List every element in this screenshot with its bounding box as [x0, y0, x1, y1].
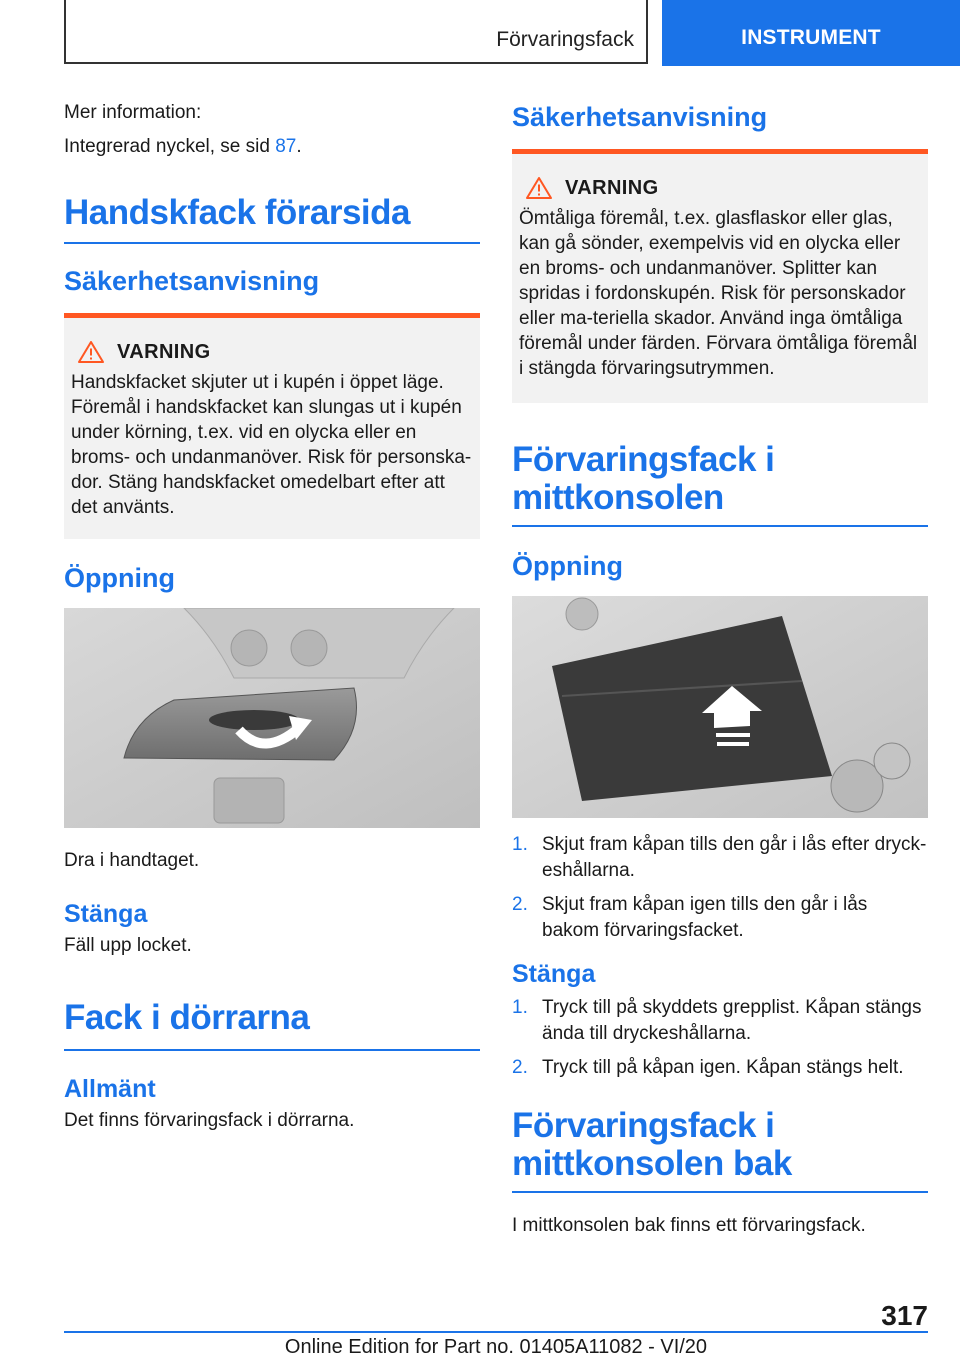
- key-reference: [64, 134, 480, 160]
- heading-rule: [512, 525, 928, 527]
- opening-heading: Öppning: [64, 563, 175, 593]
- safety-heading: Säkerhetsanvisning: [64, 266, 320, 296]
- console-photo: [512, 596, 928, 818]
- warning-text: Ömtåliga föremål, t.ex. glasflaskor eller glas, kan gå sönder, exempelvis vid en olycka eller en broms- och undanmanöver. Splitter kan spridas i fordonskupén. Risk för personskador eller ma-teriella skador. Använd inga ömtåliga föremål under färden. Förvara ömtåliga föremål i stängda förvaringsutrymmen.: [519, 208, 918, 379]
- list-item: [512, 832, 928, 884]
- heading-rule: [64, 242, 480, 244]
- general-text: Det finns förvaringsfack i dörrarna.: [64, 1110, 355, 1131]
- step-text: Tryck till på kåpan igen. Kåpan stängs helt.: [542, 1057, 904, 1078]
- right-column: [512, 100, 928, 1239]
- step-text: Tryck till på skyddets grepplist. Kåpan stängs ända till dryckeshållarna.: [542, 997, 922, 1044]
- step-text: Skjut fram kåpan igen tills den går i lås bakom förvaringsfacket.: [542, 894, 868, 941]
- more-info-label: Mer information:: [64, 102, 202, 123]
- opening-steps: [512, 832, 928, 944]
- heading-rule: [512, 1191, 928, 1193]
- step-number: 2.: [512, 1057, 528, 1078]
- warning-box: [64, 313, 480, 539]
- step-number: 2.: [512, 894, 528, 915]
- edition-text: Online Edition for Part no. 01405A11082 - VI/20: [284, 1336, 708, 1358]
- warning-label: VARNING: [565, 176, 659, 199]
- footer-rule: [64, 1331, 928, 1333]
- opening-heading: Öppning: [512, 551, 623, 581]
- warning-header: [525, 176, 921, 200]
- step-text: Skjut fram kåpan tills den går i lås efter dryck-eshållarna.: [542, 834, 927, 881]
- left-column: [64, 100, 480, 1134]
- key-reference-text: Integrerad nyckel, se sid: [64, 136, 270, 157]
- closing-steps: [512, 995, 928, 1081]
- page-number: 317: [881, 1300, 928, 1331]
- section-title: Förvaringsfack: [496, 28, 634, 51]
- list-item: [512, 1055, 928, 1081]
- warning-header: [77, 340, 473, 364]
- closing-heading: Stänga: [64, 900, 148, 928]
- step-number: 1.: [512, 997, 528, 1018]
- warning-text: Handskfacket skjuter ut i kupén i öppet läge. Föremål i handskfacket kan slungas ut i kupén under körning, t.ex. vid en olycka eller en broms- och undanmanöver. Risk för personska-dor. Stäng handskfacket omedelbart efter att det använts.: [71, 372, 472, 518]
- key-reference-end: .: [296, 136, 302, 157]
- rear-console-text: I mittkonsolen bak finns ett förvaringsfack.: [512, 1215, 866, 1236]
- console-illustration: [512, 596, 928, 818]
- warning-triangle-icon: [77, 340, 105, 364]
- glovebox-illustration: [64, 608, 480, 828]
- opening-caption: Dra i handtaget.: [64, 850, 200, 871]
- general-heading: Allmänt: [64, 1075, 156, 1103]
- step-number: 1.: [512, 834, 528, 855]
- console-heading: Förvaringsfack i mittkonsolen: [512, 440, 775, 517]
- warning-box: [512, 149, 928, 403]
- rear-console-heading: Förvaringsfack i mittkonsolen bak: [512, 1106, 792, 1183]
- glovebox-photo: [64, 608, 480, 828]
- chapter-tab[interactable]: [662, 0, 960, 66]
- glovebox-heading: Handskfack förarsida: [64, 193, 410, 232]
- chapter-tab-label: INSTRUMENT: [741, 26, 881, 49]
- safety-heading: Säkerhetsanvisning: [512, 102, 768, 132]
- warning-label: VARNING: [117, 340, 211, 363]
- warning-triangle-icon: [525, 176, 553, 200]
- list-item: [512, 892, 928, 944]
- heading-rule: [64, 1049, 480, 1051]
- list-item: [512, 995, 928, 1047]
- page-link-87[interactable]: 87: [275, 136, 297, 157]
- doors-heading: Fack i dörrarna: [64, 998, 310, 1037]
- closing-heading: Stänga: [512, 960, 596, 988]
- closing-text: Fäll upp locket.: [64, 935, 192, 956]
